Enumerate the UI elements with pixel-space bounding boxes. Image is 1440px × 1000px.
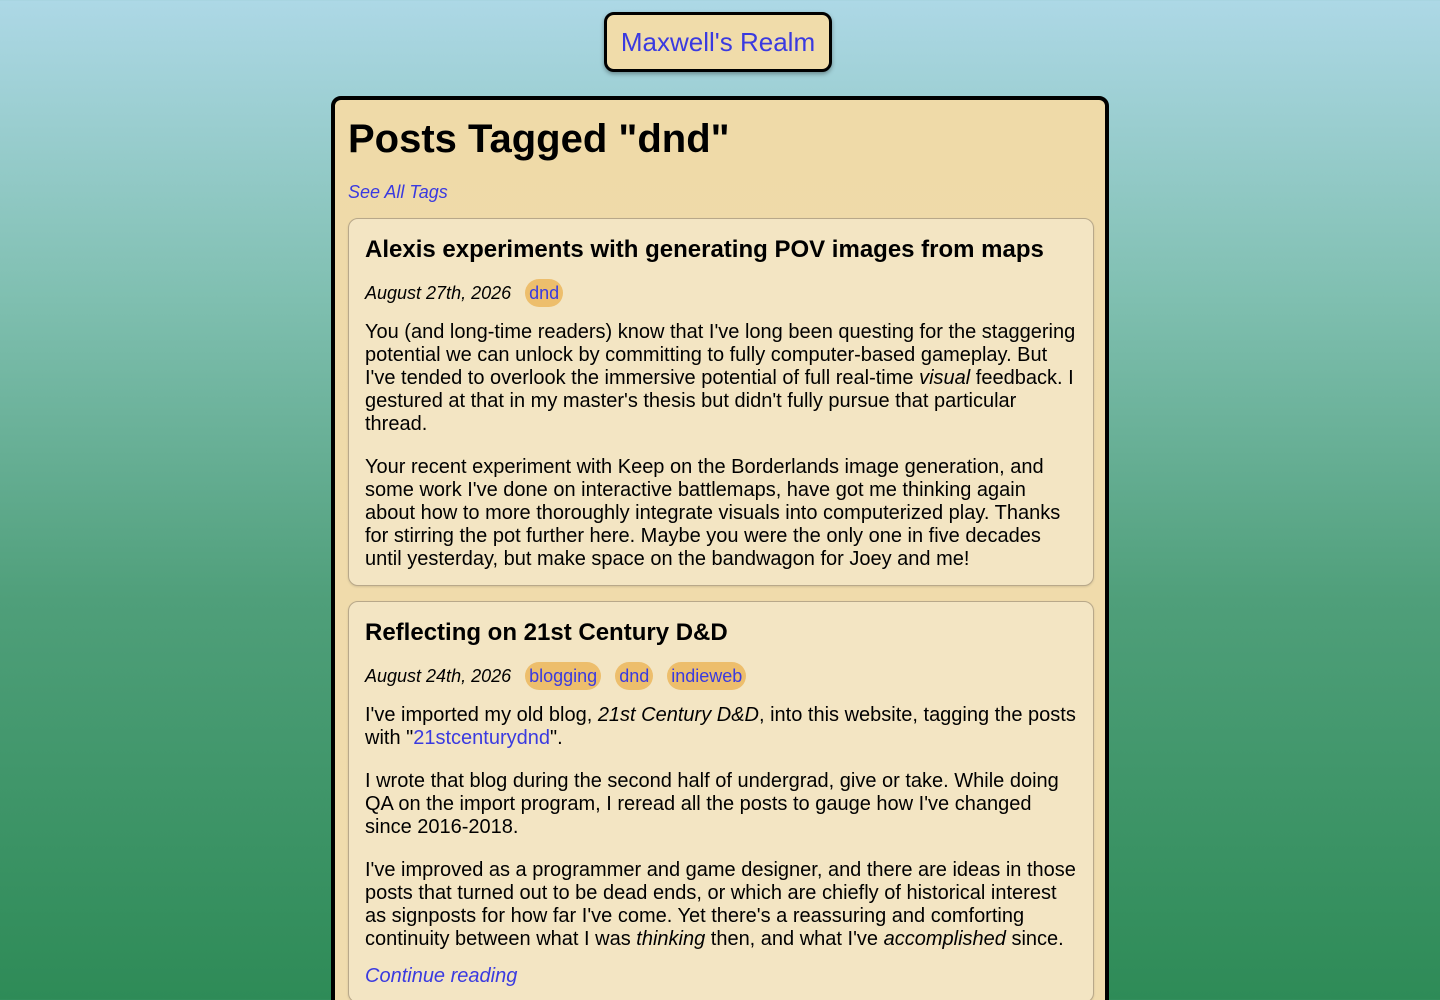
post-body (365, 321, 1077, 571)
emphasis: accomplished (883, 928, 1006, 950)
emphasis: thinking (636, 928, 706, 950)
text-span: feedback. I gestured at that in my master's thesis but didn't fully pursue that particular thread. (365, 367, 1074, 435)
post-date: August 24th, 2026 (365, 665, 512, 686)
post-paragraph: Your recent experiment with Keep on the Borderlands image generation, and some work I've done on interactive battlemaps, have got me thinking again about how to more thoroughly integrate visuals into computerized play. Thanks for stirring the pot further here. Maybe you were the only one in five decades until yesterday, but make space on the bandwagon for Joey and me! (365, 456, 1061, 570)
post-paragraph (365, 704, 1077, 750)
post-card (348, 601, 1094, 1000)
tag-indieweb[interactable]: indieweb (667, 662, 746, 690)
post-card (348, 218, 1094, 586)
post-title[interactable]: Reflecting on 21st Century D&D (365, 619, 728, 646)
text-span: You (and long-time readers) know that I've long been questing for the staggering potential we can unlock by committing to fully computer-based gameplay. But I've tended to overlook the immersive potential of full real-time (365, 321, 1076, 389)
post-meta (365, 662, 1077, 690)
post-title[interactable]: Alexis experiments with generating POV images from maps (365, 236, 1044, 263)
post-paragraph (365, 321, 1077, 436)
post-body (365, 704, 1077, 951)
page-title: Posts Tagged "dnd" (348, 117, 730, 161)
text-span: I've improved as a programmer and game designer, and there are ideas in those posts that turned out to be dead ends, or which are chiefly of historical interest as signposts for how far I've come. Yet there's a reassuring and comforting continuity between what I was (365, 859, 1076, 950)
tag-link-21stcenturydnd[interactable]: 21stcenturydnd (413, 727, 550, 749)
emphasis: 21st Century D&D (597, 704, 759, 726)
tag-dnd[interactable]: dnd (525, 279, 563, 307)
post-paragraph (365, 859, 1077, 951)
text-span: then, and what I've (705, 928, 884, 950)
emphasis: visual (919, 367, 971, 389)
tag-dnd[interactable]: dnd (615, 662, 653, 690)
post-date: August 27th, 2026 (365, 282, 512, 303)
text-span: since. (1005, 928, 1064, 950)
post-paragraph: I wrote that blog during the second half of undergrad, give or take. While doing QA on the import program, I reread all the posts to gauge how I've changed since 2016-2018. (365, 770, 1059, 838)
text-span: , into this website, tagging the posts with " (365, 704, 1076, 749)
see-all-tags-link[interactable]: See All Tags (348, 182, 448, 202)
continue-reading-link[interactable]: Continue reading (365, 965, 518, 987)
text-span: I've imported my old blog, (365, 704, 598, 726)
text-span: ". (550, 727, 563, 749)
tag-blogging[interactable]: blogging (525, 662, 601, 690)
main-panel (331, 96, 1109, 1000)
post-meta (365, 279, 1077, 307)
site-title-link[interactable]: Maxwell's Realm (604, 12, 832, 72)
